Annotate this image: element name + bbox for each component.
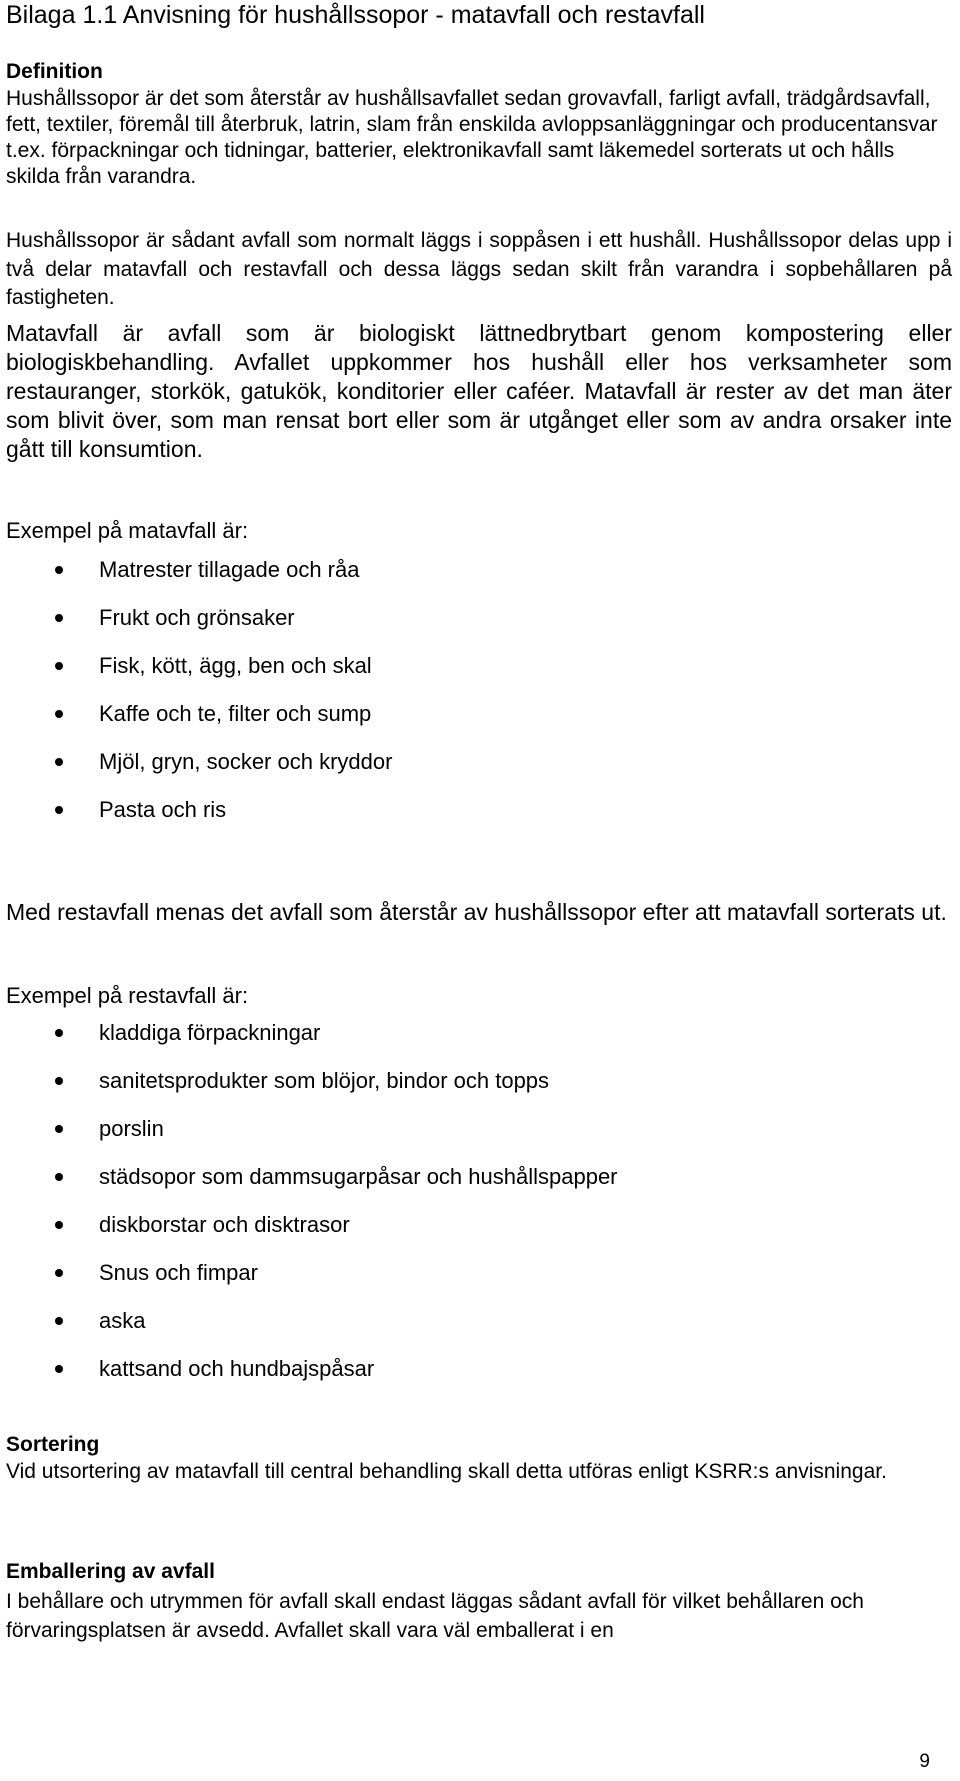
definition-heading: Definition	[6, 60, 103, 83]
bullet-icon	[55, 1317, 63, 1325]
sortering-paragraph: Vid utsortering av matavfall till central behandling skall detta utföras enligt KSRR:s anvisningar.	[6, 1460, 887, 1483]
bullet-icon	[55, 710, 63, 718]
bullet-icon	[55, 614, 63, 622]
list-item-text: Matrester tillagade och råa	[99, 557, 360, 582]
page-number: 9	[919, 1751, 930, 1772]
list-item	[6, 1201, 618, 1249]
matavfall-examples-label: Exempel på matavfall är:	[6, 518, 249, 543]
restavfall-paragraph: Med restavfall menas det avfall som återstår av hushållssopor efter att matavfall sorterats ut.	[6, 899, 947, 925]
bullet-icon	[55, 806, 63, 814]
list-item	[6, 1249, 618, 1297]
list-item-text: Frukt och grönsaker	[99, 605, 295, 630]
bullet-icon	[55, 1365, 63, 1373]
list-item-text: Kaffe och te, filter och sump	[99, 701, 372, 726]
matavfall-paragraph: Matavfall är avfall som är biologiskt lättnedbrytbart genom kompostering eller biologiskbehandling. Avfallet uppkommer hos hushåll eller hos verksamheter som restauranger, storkök, gatukök, konditorier eller caféer. Matavfall är rester av det man äter som blivit över, som man rensat bort eller som är utgånget eller som av andra orsaker inte gått till konsumtion.	[6, 320, 952, 462]
list-item	[6, 690, 392, 738]
list-item	[6, 1105, 618, 1153]
list-item-text: Mjöl, gryn, socker och kryddor	[99, 749, 393, 774]
list-item	[6, 546, 392, 594]
list-item	[6, 1057, 618, 1105]
emballering-heading: Emballering av avfall	[6, 1560, 215, 1583]
bullet-icon	[55, 1173, 63, 1181]
list-item-text: sanitetsprodukter som blöjor, bindor och topps	[99, 1068, 550, 1093]
bullet-icon	[55, 1029, 63, 1037]
list-item-text: städsopor som dammsugarpåsar och hushållspapper	[99, 1164, 618, 1189]
list-item	[6, 1345, 618, 1393]
list-item	[6, 1153, 618, 1201]
list-item	[6, 738, 392, 786]
list-item-text: kattsand och hundbajspåsar	[99, 1356, 375, 1381]
list-item-text: Fisk, kött, ägg, ben och skal	[99, 653, 372, 678]
list-item	[6, 1297, 618, 1345]
hushallssopor-paragraph: Hushållssopor är sådant avfall som normalt läggs i soppåsen i ett hushåll. Hushållssopor delas upp i två delar matavfall och restavfall och dessa läggs sedan skilt från varandra i sopbehållaren på fastigheten.	[6, 229, 952, 309]
bullet-icon	[55, 1269, 63, 1277]
definition-paragraph: Hushållssopor är det som återstår av hushållsavfallet sedan grovavfall, farligt avfall, trädgårdsavfall, fett, textiler, föremål till återbruk, latrin, slam från enskilda avloppsanläggningar och producentansvar t.ex. förpackningar och tidningar, batterier, elektronikavfall samt läkemedel sorterats ut och hålls skilda från varandra.	[6, 87, 938, 188]
list-item	[6, 1009, 618, 1057]
list-item-text: porslin	[99, 1116, 164, 1141]
bullet-icon	[55, 1125, 63, 1133]
list-item-text: kladdiga förpackningar	[99, 1020, 321, 1045]
list-item	[6, 786, 392, 834]
list-item	[6, 594, 392, 642]
matavfall-examples-list	[6, 546, 392, 834]
page-title: Bilaga 1.1 Anvisning för hushållssopor - matavfall och restavfall	[6, 1, 705, 29]
bullet-icon	[55, 1221, 63, 1229]
bullet-icon	[55, 662, 63, 670]
bullet-icon	[55, 758, 63, 766]
restavfall-examples-label: Exempel på restavfall är:	[6, 983, 249, 1008]
emballering-paragraph: I behållare och utrymmen för avfall skall endast läggas sådant avfall för vilket behållaren och förvaringsplatsen är avsedd. Avfallet skall vara väl emballerat i en	[6, 1590, 864, 1642]
list-item-text: aska	[99, 1308, 146, 1333]
restavfall-examples-list	[6, 1009, 618, 1393]
list-item	[6, 642, 392, 690]
bullet-icon	[55, 1077, 63, 1085]
list-item-text: diskborstar och disktrasor	[99, 1212, 350, 1237]
list-item-text: Pasta och ris	[99, 797, 227, 822]
sortering-heading: Sortering	[6, 1433, 100, 1456]
bullet-icon	[55, 566, 63, 574]
list-item-text: Snus och fimpar	[99, 1260, 258, 1285]
